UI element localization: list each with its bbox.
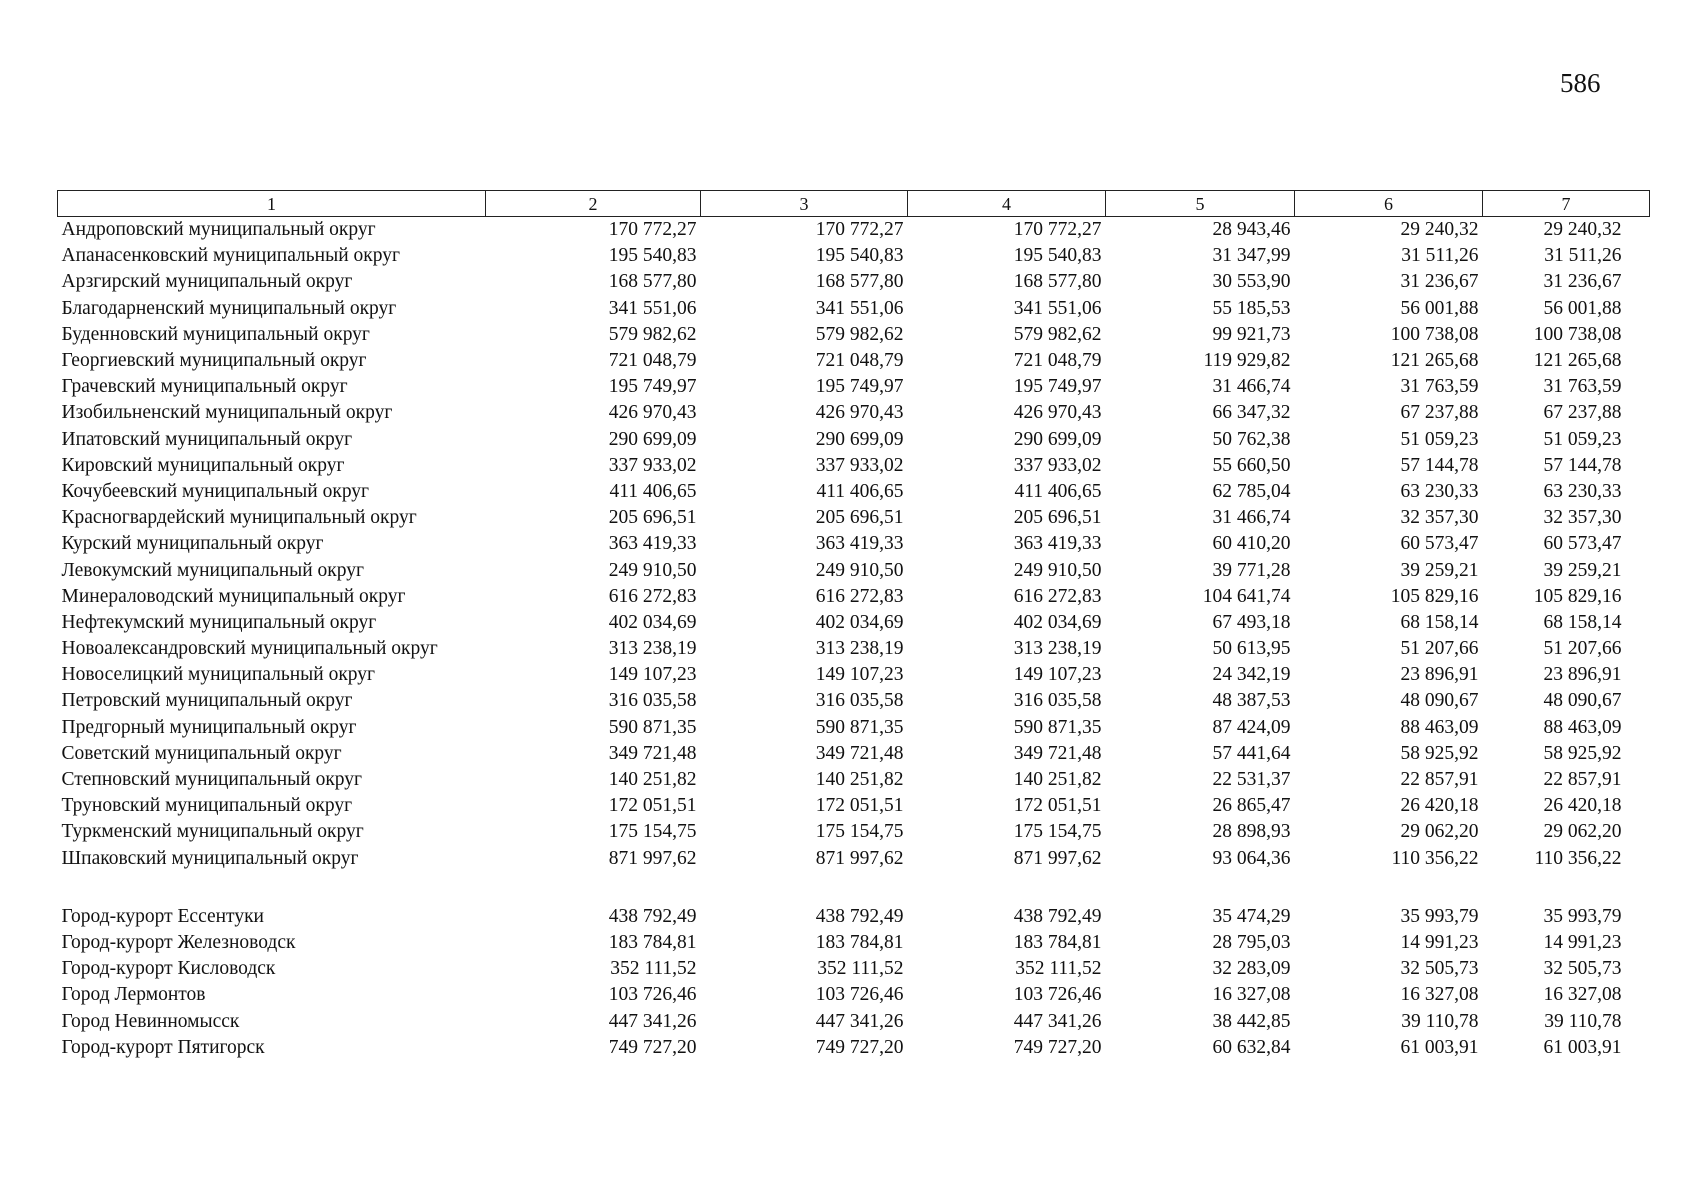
row-name-cell: Минераловодский муниципальный округ: [61, 585, 406, 607]
column-header-2: 2: [486, 191, 701, 217]
value-cell-col-6: 110 356,22: [1391, 847, 1479, 869]
value-cell-col-7: 14 991,23: [1543, 931, 1622, 953]
row-name-cell: Новоалександровский муниципальный округ: [61, 638, 438, 660]
value-cell-col-3: 103 726,46: [815, 984, 904, 1006]
value-cell-col-4: 103 726,46: [1013, 984, 1102, 1006]
value-cell-col-7: 29 240,32: [1543, 219, 1622, 241]
value-cell-col-4: 316 035,58: [1013, 690, 1102, 712]
value-cell-col-7: 22 857,91: [1543, 769, 1622, 791]
value-cell-col-7: 31 236,67: [1543, 271, 1622, 293]
value-cell-col-3: 140 251,82: [815, 769, 904, 791]
value-cell-col-2: 749 727,20: [608, 1036, 697, 1058]
value-cell-col-6: 58 925,92: [1400, 742, 1479, 764]
column-header-1: 1: [58, 191, 486, 217]
table-row: [58, 956, 1650, 982]
table-row: [58, 322, 1650, 348]
group-spacer: [58, 872, 1650, 904]
value-cell-col-7: 39 110,78: [1544, 1010, 1622, 1032]
row-name-cell: Предгорный муниципальный округ: [61, 716, 357, 738]
value-cell-col-3: 249 910,50: [815, 559, 904, 581]
value-cell-col-5: 48 387,53: [1212, 690, 1291, 712]
value-cell-col-3: 352 111,52: [817, 958, 904, 980]
value-cell-col-6: 35 993,79: [1400, 905, 1479, 927]
row-name-cell: Андроповский муниципальный округ: [61, 219, 376, 241]
header-row: [58, 191, 1650, 217]
table-row: [58, 982, 1650, 1008]
value-cell-col-5: 38 442,85: [1212, 1010, 1291, 1032]
table-row: [58, 531, 1650, 557]
row-name-cell: Город Невинномысск: [61, 1010, 240, 1032]
value-cell-col-6: 29 240,32: [1400, 219, 1479, 241]
value-cell-col-4: 426 970,43: [1013, 402, 1102, 424]
value-cell-col-3: 363 419,33: [815, 533, 904, 555]
table-row: [58, 688, 1650, 714]
value-cell-col-6: 67 237,88: [1400, 402, 1479, 424]
row-name-cell: Левокумский муниципальный округ: [61, 559, 365, 581]
value-cell-col-3: 447 341,26: [815, 1010, 904, 1032]
value-cell-col-4: 168 577,80: [1013, 271, 1102, 293]
value-cell-col-5: 31 347,99: [1212, 245, 1291, 267]
value-cell-col-2: 168 577,80: [608, 271, 697, 293]
value-cell-col-2: 349 721,48: [608, 742, 697, 764]
page-number: 586: [1560, 68, 1601, 98]
value-cell-col-4: 411 406,65: [1014, 480, 1102, 502]
value-cell-col-5: 39 771,28: [1212, 559, 1291, 581]
table-row: [58, 1008, 1650, 1034]
value-cell-col-5: 119 929,82: [1203, 350, 1291, 372]
value-cell-col-6: 39 259,21: [1400, 559, 1479, 581]
value-cell-col-7: 48 090,67: [1543, 690, 1622, 712]
value-cell-col-5: 31 466,74: [1212, 376, 1291, 398]
value-cell-col-6: 51 059,23: [1400, 428, 1479, 450]
row-name-cell: Советский муниципальный округ: [61, 742, 342, 764]
value-cell-col-4: 313 238,19: [1013, 638, 1102, 660]
value-cell-col-4: 195 540,83: [1013, 245, 1102, 267]
row-name-cell: Город-курорт Кисловодск: [61, 958, 276, 980]
value-cell-col-6: 16 327,08: [1400, 984, 1479, 1006]
value-cell-col-3: 402 034,69: [815, 611, 904, 633]
value-cell-col-3: 337 933,02: [815, 454, 904, 476]
table-row: [58, 374, 1650, 400]
value-cell-col-7: 88 463,09: [1543, 716, 1622, 738]
value-cell-col-6: 23 896,91: [1400, 664, 1479, 686]
table-row: [58, 269, 1650, 295]
value-cell-col-3: 590 871,35: [815, 716, 904, 738]
value-cell-col-6: 31 763,59: [1400, 376, 1479, 398]
value-cell-col-7: 35 993,79: [1543, 905, 1622, 927]
table-row: [58, 1035, 1650, 1061]
table-row: [58, 662, 1650, 688]
value-cell-col-4: 590 871,35: [1013, 716, 1102, 738]
row-name-cell: Изобильненский муниципальный округ: [61, 402, 393, 424]
table-row: [58, 715, 1650, 741]
value-cell-col-2: 183 784,81: [608, 931, 697, 953]
value-cell-col-5: 87 424,09: [1212, 716, 1291, 738]
value-cell-col-5: 104 641,74: [1202, 585, 1291, 607]
value-cell-col-7: 121 265,68: [1533, 350, 1622, 372]
value-cell-col-5: 62 785,04: [1212, 480, 1291, 502]
value-cell-col-5: 24 342,19: [1212, 664, 1291, 686]
value-cell-col-6: 56 001,88: [1400, 297, 1479, 319]
value-cell-col-5: 66 347,32: [1212, 402, 1291, 424]
value-cell-col-4: 616 272,83: [1013, 585, 1102, 607]
table-row: [58, 610, 1650, 636]
value-cell-col-3: 349 721,48: [815, 742, 904, 764]
value-cell-col-4: 149 107,23: [1013, 664, 1102, 686]
value-cell-col-6: 100 738,08: [1390, 323, 1479, 345]
value-cell-col-5: 30 553,90: [1212, 271, 1291, 293]
value-cell-col-6: 61 003,91: [1400, 1036, 1479, 1058]
value-cell-col-6: 32 505,73: [1400, 958, 1479, 980]
value-cell-col-3: 411 406,65: [816, 480, 904, 502]
table-body: [58, 217, 1650, 1061]
value-cell-col-7: 60 573,47: [1543, 533, 1622, 555]
value-cell-col-4: 438 792,49: [1013, 905, 1102, 927]
value-cell-col-3: 313 238,19: [815, 638, 904, 660]
value-cell-col-3: 149 107,23: [815, 664, 904, 686]
table-row: [58, 243, 1650, 269]
value-cell-col-7: 39 259,21: [1543, 559, 1622, 581]
value-cell-col-6: 14 991,23: [1400, 931, 1479, 953]
row-name-cell: Новоселицкий муниципальный округ: [61, 664, 376, 686]
table-row: [58, 348, 1650, 374]
value-cell-col-3: 749 727,20: [815, 1036, 904, 1058]
value-cell-col-5: 35 474,29: [1212, 905, 1291, 927]
table-row: [58, 296, 1650, 322]
value-cell-col-2: 447 341,26: [608, 1010, 697, 1032]
column-header-3: 3: [701, 191, 908, 217]
value-cell-col-7: 67 237,88: [1543, 402, 1622, 424]
value-cell-col-2: 195 540,83: [608, 245, 697, 267]
value-cell-col-5: 99 921,73: [1212, 323, 1291, 345]
value-cell-col-2: 871 997,62: [608, 847, 697, 869]
value-cell-col-6: 57 144,78: [1400, 454, 1479, 476]
table-row: [58, 400, 1650, 426]
value-cell-col-5: 67 493,18: [1212, 611, 1291, 633]
table-row: [58, 636, 1650, 662]
row-name-cell: Грачевский муниципальный округ: [61, 376, 348, 398]
table-row: [58, 819, 1650, 845]
value-cell-col-7: 32 505,73: [1543, 958, 1622, 980]
value-cell-col-5: 60 410,20: [1212, 533, 1291, 555]
spacer-cell: [58, 872, 1650, 904]
value-cell-col-6: 88 463,09: [1400, 716, 1479, 738]
table-row: [58, 904, 1650, 930]
row-name-cell: Степновский муниципальный округ: [61, 769, 363, 791]
value-cell-col-7: 61 003,91: [1543, 1036, 1622, 1058]
value-cell-col-4: 183 784,81: [1013, 931, 1102, 953]
value-cell-col-6: 31 236,67: [1400, 271, 1479, 293]
value-cell-col-7: 31 511,26: [1544, 245, 1622, 267]
value-cell-col-3: 316 035,58: [815, 690, 904, 712]
value-cell-col-2: 616 272,83: [608, 585, 697, 607]
value-cell-col-7: 51 059,23: [1543, 428, 1622, 450]
table-row: [58, 793, 1650, 819]
row-name-cell: Арзгирский муниципальный округ: [61, 271, 353, 293]
value-cell-col-4: 871 997,62: [1013, 847, 1102, 869]
value-cell-col-2: 426 970,43: [608, 402, 697, 424]
value-cell-col-3: 616 272,83: [815, 585, 904, 607]
value-cell-col-6: 32 357,30: [1400, 507, 1479, 529]
value-cell-col-4: 140 251,82: [1013, 769, 1102, 791]
value-cell-col-4: 447 341,26: [1013, 1010, 1102, 1032]
value-cell-col-2: 590 871,35: [608, 716, 697, 738]
value-cell-col-2: 438 792,49: [608, 905, 697, 927]
value-cell-col-3: 721 048,79: [815, 350, 904, 372]
value-cell-col-3: 195 749,97: [815, 376, 904, 398]
value-cell-col-3: 168 577,80: [815, 271, 904, 293]
row-name-cell: Петровский муниципальный округ: [61, 690, 353, 712]
value-cell-col-2: 195 749,97: [608, 376, 697, 398]
column-header-4: 4: [908, 191, 1106, 217]
row-name-cell: Буденновский муниципальный округ: [61, 323, 370, 345]
value-cell-col-4: 349 721,48: [1013, 742, 1102, 764]
value-cell-col-4: 175 154,75: [1013, 821, 1102, 843]
value-cell-col-4: 290 699,09: [1013, 428, 1102, 450]
row-name-cell: Город-курорт Пятигорск: [61, 1036, 265, 1058]
value-cell-col-2: 205 696,51: [608, 507, 697, 529]
value-cell-col-3: 871 997,62: [815, 847, 904, 869]
value-cell-col-2: 337 933,02: [608, 454, 697, 476]
value-cell-col-5: 28 943,46: [1212, 219, 1291, 241]
value-cell-col-2: 170 772,27: [608, 219, 697, 241]
value-cell-col-7: 63 230,33: [1543, 480, 1622, 502]
value-cell-col-6: 121 265,68: [1390, 350, 1479, 372]
table-row: [58, 584, 1650, 610]
row-name-cell: Туркменский муниципальный округ: [61, 821, 364, 843]
value-cell-col-2: 363 419,33: [608, 533, 697, 555]
row-name-cell: Город-курорт Железноводск: [61, 931, 296, 953]
row-name-cell: Благодарненский муниципальный округ: [61, 297, 397, 319]
value-cell-col-5: 32 283,09: [1212, 958, 1291, 980]
value-cell-col-7: 29 062,20: [1543, 821, 1622, 843]
value-cell-col-7: 57 144,78: [1543, 454, 1622, 476]
value-cell-col-4: 363 419,33: [1013, 533, 1102, 555]
row-name-cell: Город-курорт Ессентуки: [61, 905, 264, 927]
row-name-cell: Город Лермонтов: [61, 984, 206, 1006]
value-cell-col-5: 22 531,37: [1212, 769, 1291, 791]
value-cell-col-3: 195 540,83: [815, 245, 904, 267]
row-name-cell: Апанасенковский муниципальный округ: [61, 245, 400, 267]
value-cell-col-7: 68 158,14: [1543, 611, 1622, 633]
value-cell-col-3: 172 051,51: [815, 795, 904, 817]
value-cell-col-5: 60 632,84: [1212, 1036, 1291, 1058]
row-name-cell: Кочубеевский муниципальный округ: [61, 480, 370, 502]
column-header-7: 7: [1483, 191, 1650, 217]
value-cell-col-7: 51 207,66: [1543, 638, 1622, 660]
value-cell-col-7: 26 420,18: [1543, 795, 1622, 817]
value-cell-col-2: 352 111,52: [610, 958, 697, 980]
value-cell-col-2: 175 154,75: [608, 821, 697, 843]
value-cell-col-3: 438 792,49: [815, 905, 904, 927]
value-cell-col-2: 411 406,65: [609, 480, 697, 502]
value-cell-col-4: 721 048,79: [1013, 350, 1102, 372]
row-name-cell: Георгиевский муниципальный округ: [61, 350, 367, 372]
value-cell-col-3: 183 784,81: [815, 931, 904, 953]
value-cell-col-5: 16 327,08: [1212, 984, 1291, 1006]
value-cell-col-2: 290 699,09: [608, 428, 697, 450]
value-cell-col-5: 50 613,95: [1212, 638, 1291, 660]
value-cell-col-3: 170 772,27: [815, 219, 904, 241]
value-cell-col-6: 26 420,18: [1400, 795, 1479, 817]
table-row: [58, 767, 1650, 793]
value-cell-col-2: 579 982,62: [608, 323, 697, 345]
value-cell-col-2: 140 251,82: [608, 769, 697, 791]
row-name-cell: Курский муниципальный округ: [61, 533, 324, 555]
value-cell-col-2: 721 048,79: [608, 350, 697, 372]
value-cell-col-5: 55 185,53: [1212, 297, 1291, 319]
column-header-6: 6: [1295, 191, 1483, 217]
value-cell-col-6: 39 110,78: [1401, 1010, 1479, 1032]
value-cell-col-3: 341 551,06: [815, 297, 904, 319]
value-cell-col-6: 29 062,20: [1400, 821, 1479, 843]
value-cell-col-7: 110 356,22: [1534, 847, 1622, 869]
value-cell-col-7: 16 327,08: [1543, 984, 1622, 1006]
value-cell-col-6: 68 158,14: [1400, 611, 1479, 633]
value-cell-col-4: 249 910,50: [1013, 559, 1102, 581]
row-name-cell: Ипатовский муниципальный округ: [61, 428, 353, 450]
row-name-cell: Красногвардейский муниципальный округ: [61, 507, 417, 529]
value-cell-col-4: 337 933,02: [1013, 454, 1102, 476]
value-cell-col-2: 249 910,50: [608, 559, 697, 581]
value-cell-col-5: 57 441,64: [1212, 742, 1291, 764]
value-cell-col-4: 341 551,06: [1013, 297, 1102, 319]
value-cell-col-6: 63 230,33: [1400, 480, 1479, 502]
data-table: [57, 190, 1650, 1061]
value-cell-col-7: 58 925,92: [1543, 742, 1622, 764]
value-cell-col-2: 103 726,46: [608, 984, 697, 1006]
row-name-cell: Труновский муниципальный округ: [61, 795, 353, 817]
value-cell-col-5: 28 795,03: [1212, 931, 1291, 953]
column-header-5: 5: [1106, 191, 1295, 217]
table-header: [58, 191, 1650, 217]
value-cell-col-5: 50 762,38: [1212, 428, 1291, 450]
value-cell-col-3: 426 970,43: [815, 402, 904, 424]
table-row: [58, 505, 1650, 531]
value-cell-col-4: 352 111,52: [1015, 958, 1102, 980]
value-cell-col-6: 51 207,66: [1400, 638, 1479, 660]
value-cell-col-7: 23 896,91: [1543, 664, 1622, 686]
value-cell-col-2: 172 051,51: [608, 795, 697, 817]
value-cell-col-6: 48 090,67: [1400, 690, 1479, 712]
value-cell-col-2: 149 107,23: [608, 664, 697, 686]
table-row: [58, 217, 1650, 244]
value-cell-col-7: 32 357,30: [1543, 507, 1622, 529]
value-cell-col-7: 31 763,59: [1543, 376, 1622, 398]
value-cell-col-3: 205 696,51: [815, 507, 904, 529]
value-cell-col-2: 402 034,69: [608, 611, 697, 633]
value-cell-col-5: 26 865,47: [1212, 795, 1291, 817]
table-row: [58, 930, 1650, 956]
value-cell-col-5: 55 660,50: [1212, 454, 1291, 476]
row-name-cell: Нефтекумский муниципальный округ: [61, 611, 377, 633]
value-cell-col-4: 749 727,20: [1013, 1036, 1102, 1058]
row-name-cell: Кировский муниципальный округ: [61, 454, 345, 476]
value-cell-col-2: 316 035,58: [608, 690, 697, 712]
value-cell-col-4: 172 051,51: [1013, 795, 1102, 817]
value-cell-col-6: 60 573,47: [1400, 533, 1479, 555]
value-cell-col-5: 31 466,74: [1212, 507, 1291, 529]
table-row: [58, 453, 1650, 479]
value-cell-col-2: 313 238,19: [608, 638, 697, 660]
value-cell-col-3: 290 699,09: [815, 428, 904, 450]
table-row: [58, 479, 1650, 505]
value-cell-col-6: 105 829,16: [1390, 585, 1479, 607]
value-cell-col-7: 56 001,88: [1543, 297, 1622, 319]
value-cell-col-4: 195 749,97: [1013, 376, 1102, 398]
value-cell-col-3: 579 982,62: [815, 323, 904, 345]
value-cell-col-7: 105 829,16: [1533, 585, 1622, 607]
value-cell-col-4: 205 696,51: [1013, 507, 1102, 529]
value-cell-col-5: 28 898,93: [1212, 821, 1291, 843]
value-cell-col-5: 93 064,36: [1212, 847, 1291, 869]
row-name-cell: Шпаковский муниципальный округ: [61, 847, 359, 869]
table-row: [58, 846, 1650, 872]
value-cell-col-4: 170 772,27: [1013, 219, 1102, 241]
value-cell-col-6: 31 511,26: [1401, 245, 1479, 267]
table-row: [58, 557, 1650, 583]
value-cell-col-4: 579 982,62: [1013, 323, 1102, 345]
value-cell-col-4: 402 034,69: [1013, 611, 1102, 633]
table-row: [58, 427, 1650, 453]
value-cell-col-2: 341 551,06: [608, 297, 697, 319]
table-row: [58, 741, 1650, 767]
value-cell-col-6: 22 857,91: [1400, 769, 1479, 791]
value-cell-col-3: 175 154,75: [815, 821, 904, 843]
value-cell-col-7: 100 738,08: [1533, 323, 1622, 345]
